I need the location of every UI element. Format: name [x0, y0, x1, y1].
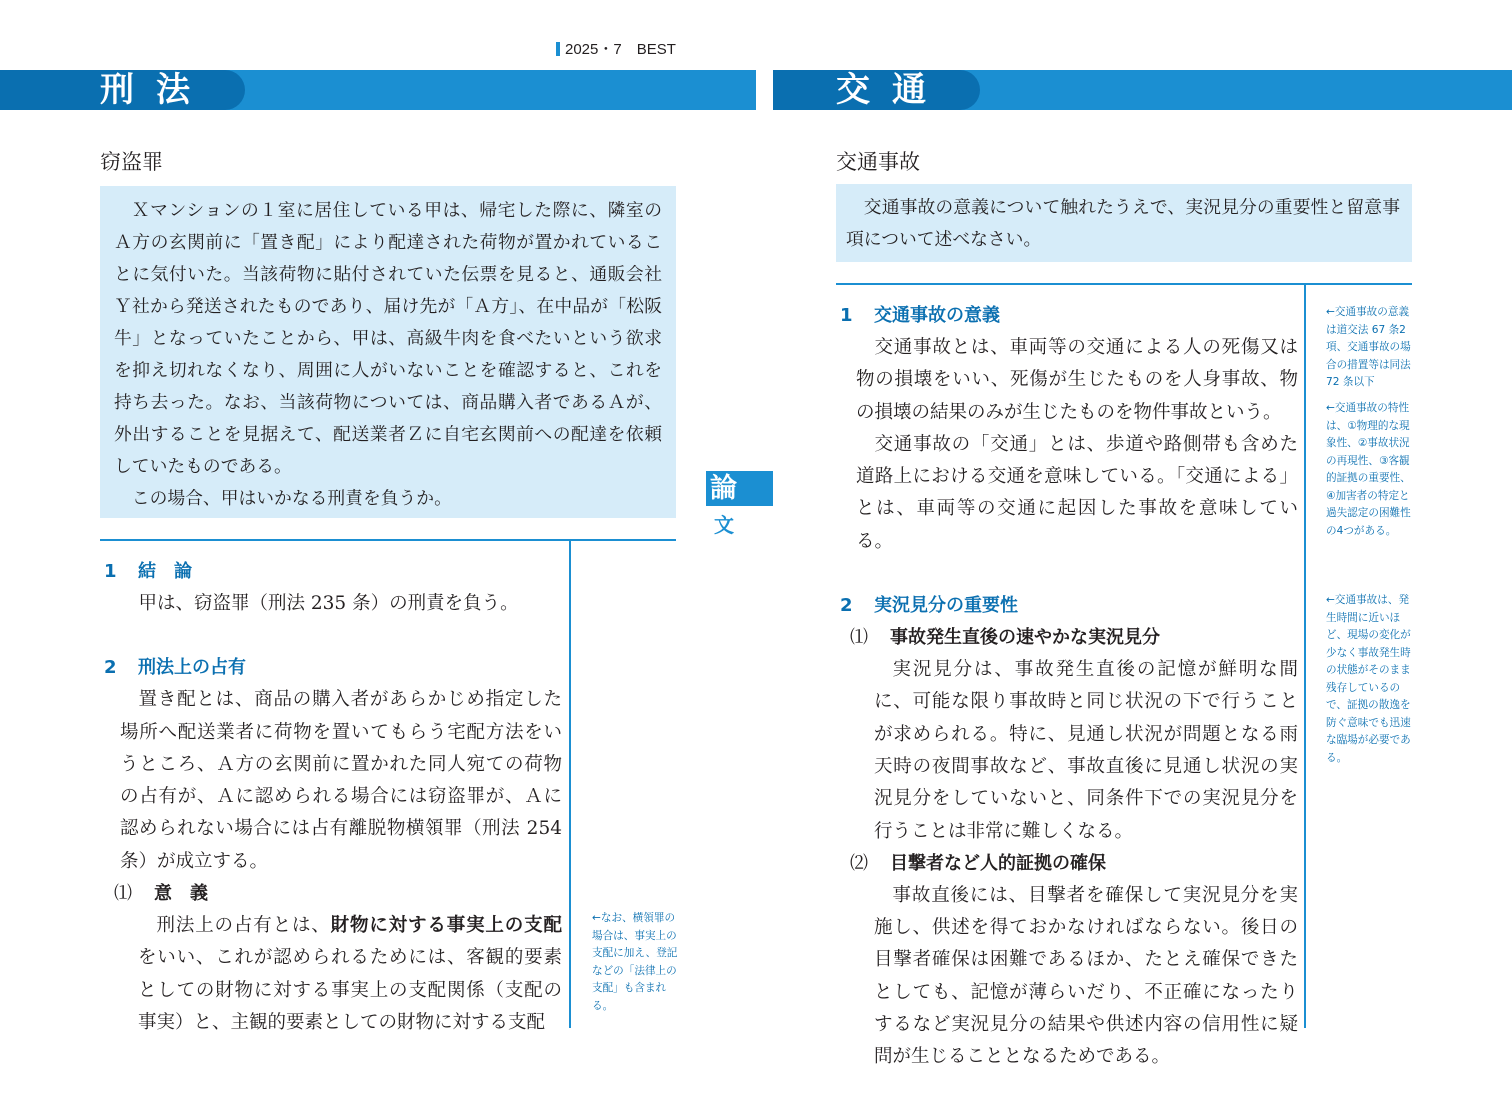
right-answer-top-rule: [836, 283, 1412, 285]
left-subheading-1: ⑴ 意 義: [114, 883, 208, 905]
right-s1-paragraph: 交通事故とは、車両等の交通による人の死傷又は物の損壊をいい、死傷が生じたものを人身事故、物の損壊の結果のみが生じたものを物件事故という。: [856, 337, 1298, 423]
left-answer-body: [104, 556, 562, 1039]
left-s1-text: 甲は、窃盗罪（刑法 235 条）の刑責を負う。: [138, 593, 519, 614]
right-answer-body: [840, 300, 1298, 1074]
right-margin-note-2: ←交通事故の特性は、①物理的な現象性、②事故状況の再現性、③客観的証拠の重要性、④加害者の特定と過失認定の困難性の4つがある。: [1326, 402, 1411, 537]
issue-text: 2025・7 BEST: [565, 41, 676, 58]
ronbun-badge-sub: 文: [714, 513, 734, 537]
category-tab-kotsu: 交通: [773, 70, 980, 110]
right-margin-rule: [1304, 284, 1306, 1028]
issue-label: [556, 38, 676, 59]
left-question-paragraph: Ｘマンションの１室に居住している甲は、帰宅した際に、隣室のＡ方の玄関前に「置き配」により配達された荷物が置かれていることに気付いた。当該荷物に貼付されていた伝票を見ると、通販会社Ｙ社から発送されたものであり、届け先が「Ａ方」、在中品が「松阪牛」となっていたことから、甲は、高級牛肉を食べたいという欲求を抑え切れなくなり、周囲に人がいないことを確認すると、これを持ち去った。なお、当該荷物については、商品購入者であるＡが、外出することを見据えて、配送業者Ｚに自宅玄関前への配達を依頼していたものである。: [114, 200, 662, 477]
right-margin-note-1: ←交通事故の意義は道交法 67 条2項、交通事故の場合の措置等は同法 72 条以下: [1326, 306, 1411, 388]
ronbun-badge: 論: [706, 471, 773, 506]
category-tab-keiho: 刑法: [0, 70, 245, 110]
right-margin-note-3: ←交通事故は、発生時間に近いほど、現場の変化が少なく事故発生時の状態がそのまま残存しているので、証拠の散逸を防ぐ意味でも迅速な臨場が必要である。: [1326, 594, 1411, 764]
left-heading-2: 2 刑法上の占有: [104, 657, 246, 679]
left-answer-top-rule: [100, 539, 676, 541]
left-section-title: 窃盗罪: [100, 150, 163, 174]
right-question-paragraph: 交通事故の意義について触れたうえで、実況見分の重要性と留意事項について述べなさい。: [846, 197, 1400, 250]
right-sub2-text: 事故直後には、目撃者を確保して実況見分を実施し、供述を得ておかなければならない。後日の目撃者確保は困難であるほか、たとえ確保できたとしても、記憶が薄らいだり、不正確になったりするなど実況見分の結果や供述内容の信用性に疑問が生じることとなるためである。: [874, 884, 1298, 1068]
left-margin-rule: [569, 540, 571, 1028]
right-heading-2: 2 実況見分の重要性: [840, 595, 1018, 617]
right-sub1-text: 実況見分は、事故発生直後の記憶が鮮明な間に、可能な限り事故時と同じ状況の下で行うことが求められる。特に、見通し状況が問題となる雨天時の夜間事故など、事故直後に見通し状況の実況見分をしていないと、同条件下での実況見分を行うことは非常に難しくなる。: [874, 659, 1298, 842]
right-section-title: 交通事故: [836, 150, 920, 174]
left-heading-1: 1 結 論: [104, 561, 192, 582]
right-question-box: [836, 184, 1412, 262]
right-s1-paragraph: 交通事故の「交通」とは、歩道や路側帯も含めた道路上における交通を意味している。「交通による」とは、車両等の交通に起因した事故を意味している。: [856, 433, 1298, 552]
left-s2-text: 置き配とは、商品の購入者があらかじめ指定した場所へ配送業者に荷物を置いてもらう宅配方法をいうところ、Ａ方の玄関前に置かれた同人宛ての荷物の占有が、Ａに認められる場合には窃盗罪が、Ａに認められない場合には占有離脱物横領罪（刑法 254条）が成立する。: [120, 689, 562, 872]
issue-marker: [556, 42, 560, 56]
left-margin-note: ←なお、横領罪の場合は、事実上の支配に加え、登記などの「法律上の支配」も含まれる。: [592, 912, 678, 1012]
right-heading-1: 1 交通事故の意義: [840, 305, 1000, 326]
left-sub1-text: 刑法上の占有とは、財物に対する事実上の支配をいい、これが認められるためには、客観的要素としての財物に対する事実上の支配関係（支配の事実）と、主観的要素としての財物に対する支配: [138, 915, 562, 1033]
right-subheading-1: ⑴ 事故発生直後の速やかな実況見分: [850, 627, 1160, 649]
left-question-box: [100, 186, 676, 518]
left-question-paragraph: この場合、甲はいかなる刑責を負うか。: [131, 488, 452, 509]
right-subheading-2: ⑵ 目撃者など人的証拠の確保: [850, 852, 1106, 874]
